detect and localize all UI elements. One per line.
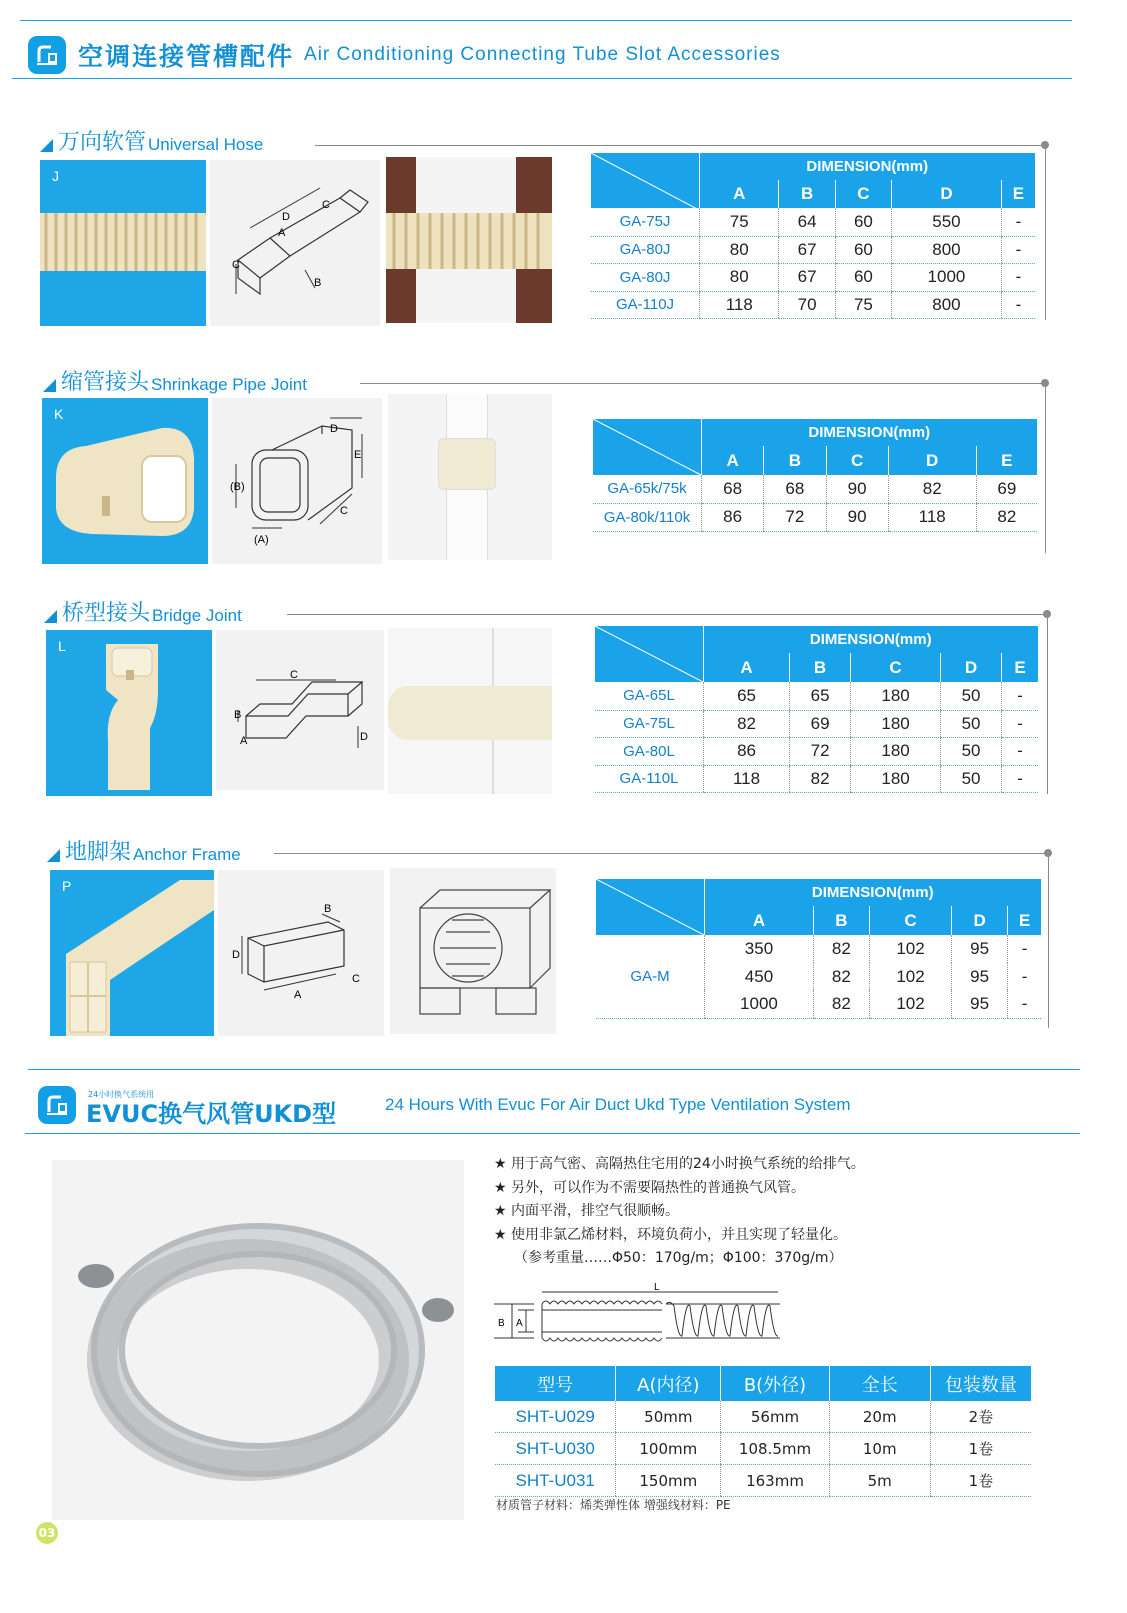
dimension-table-k: DIMENSION(mm) A B C D E GA-65k/75k 68 68 90 82 69 GA-80k/110k 86 72 90 118 82 — [593, 419, 1037, 532]
svg-text:D: D — [330, 423, 338, 435]
triangle-icon — [44, 610, 57, 623]
svg-text:B: B — [498, 1318, 505, 1329]
ukd-feature: ★ 使用非氯乙烯材料，环境负荷小，并且实现了轻量化。 — [494, 1226, 847, 1243]
dimension-table-p: DIMENSION(mm) A B C D E GA-M 350 82 102 95 - 450 82 102 95 - 1000 82 102 95 - — [596, 879, 1041, 1019]
section-vrule — [1047, 614, 1048, 794]
svg-text:C: C — [232, 259, 240, 271]
hose-install-photo — [386, 157, 552, 323]
section-rule — [287, 614, 1045, 615]
ukd-top-rule — [28, 1069, 1080, 1070]
page-number: 03 — [36, 1522, 58, 1544]
section-rule — [315, 145, 1043, 146]
ukd-spec-table: 型号 A(内径) B(外径) 全长 包装数量 SHT-U029 50mm 56mm 20m 2卷 SHT-U030 100mm 108.5mm 10m 1卷 SHT-U031 150mm 163mm 5m 1卷 — [495, 1366, 1031, 1497]
triangle-icon — [40, 139, 53, 152]
svg-text:(A): (A) — [254, 534, 269, 546]
ukd-header — [38, 1086, 76, 1124]
ukd-hose-diagram — [490, 1282, 800, 1354]
svg-text:C: C — [340, 505, 348, 517]
svg-text:B: B — [314, 277, 322, 289]
svg-text:B: B — [324, 903, 332, 915]
dimension-table-j: DIMENSION(mm) A B C D E GA-75J 75 64 60 550 - GA-80J 80 67 60 800 - GA-80J 80 67 60 1000 - GA-110J 118 70 75 800 - — [591, 153, 1035, 319]
svg-text:D: D — [232, 949, 240, 961]
bridge-joint-diagram — [216, 630, 384, 790]
shrink-joint-diagram — [212, 398, 382, 564]
section-title-shrinkage-joint: 缩管接头 Shrinkage Pipe Joint — [43, 365, 307, 396]
section-vrule — [1045, 145, 1046, 320]
dimension-table-l: DIMENSION(mm) A B C D E GA-65L 65 65 180 50 - GA-75L 82 69 180 50 - GA-80L 86 72 180 50 - GA-110L 118 82 180 50 - — [595, 626, 1038, 793]
pipe-icon — [38, 1086, 76, 1124]
anchor-frame-photo: P — [50, 870, 214, 1036]
shrink-joint-photo: K — [42, 398, 208, 564]
ukd-feature: ★ 内面平滑，排空气很顺畅。 — [494, 1203, 680, 1219]
svg-text:B: B — [234, 709, 242, 721]
section-title-bridge-joint: 桥型接头 Bridge Joint — [44, 596, 242, 627]
ukd-bottom-rule — [25, 1133, 1080, 1134]
svg-text:L: L — [654, 1282, 660, 1293]
svg-text:A: A — [516, 1318, 523, 1329]
pipe-icon — [28, 36, 66, 74]
hose-diagram — [210, 160, 380, 326]
ukd-title-en: 24 Hours With Evuc For Air Duct Ukd Type Ventilation System — [385, 1095, 851, 1114]
section-rule — [360, 383, 1043, 384]
section-rule — [274, 853, 1046, 854]
ukd-title-cn: EVUC换气风管UKD型 — [86, 1100, 337, 1128]
ukd-feature: ★ 另外，可以作为不需要隔热性的普通换气风管。 — [494, 1179, 805, 1196]
triangle-icon — [47, 849, 60, 862]
ukd-feature-note: （参考重量……Φ50：170g/m；Φ100：370g/m） — [514, 1250, 843, 1266]
ukd-feature: ★ 用于高气密、高隔热住宅用的24小时换气系统的给排气。 — [494, 1156, 865, 1172]
header-title-en: Air Conditioning Connecting Tube Slot Accessories — [304, 44, 781, 65]
anchor-frame-install-photo — [390, 868, 556, 1034]
section-vrule — [1048, 853, 1049, 1028]
ukd-hose-photo — [52, 1160, 464, 1520]
header-rule — [12, 78, 1072, 79]
ukd-feature-list — [494, 1153, 865, 1271]
bridge-joint-install-photo — [388, 628, 552, 794]
ukd-small-cn: 24小时换气系统用 — [88, 1090, 155, 1099]
page-header — [28, 36, 781, 74]
ukd-material-note: 材质管子材料：烯类弹性体 增强线材料：PE — [496, 1498, 731, 1512]
svg-text:D: D — [282, 211, 290, 223]
svg-text:E: E — [354, 449, 362, 461]
svg-text:A: A — [278, 227, 286, 239]
section-title-anchor-frame: 地脚架 Anchor Frame — [47, 835, 241, 866]
shrink-joint-install-photo — [388, 394, 552, 560]
section-title-universal-hose: 万向软管 Universal Hose — [40, 125, 263, 156]
bridge-joint-photo: L — [46, 630, 212, 796]
svg-text:D: D — [360, 731, 368, 743]
svg-text:A: A — [294, 989, 302, 1001]
svg-text:(B): (B) — [230, 481, 245, 493]
svg-text:A: A — [240, 735, 248, 747]
top-rule — [20, 20, 1072, 21]
svg-text:C: C — [290, 669, 298, 681]
anchor-frame-diagram — [218, 870, 384, 1036]
triangle-icon — [43, 379, 56, 392]
section-vrule — [1045, 383, 1046, 553]
hose-photo: J — [40, 160, 206, 326]
svg-text:C: C — [352, 973, 360, 985]
header-title-cn: 空调连接管槽配件 — [78, 42, 295, 71]
svg-text:C: C — [322, 199, 330, 211]
